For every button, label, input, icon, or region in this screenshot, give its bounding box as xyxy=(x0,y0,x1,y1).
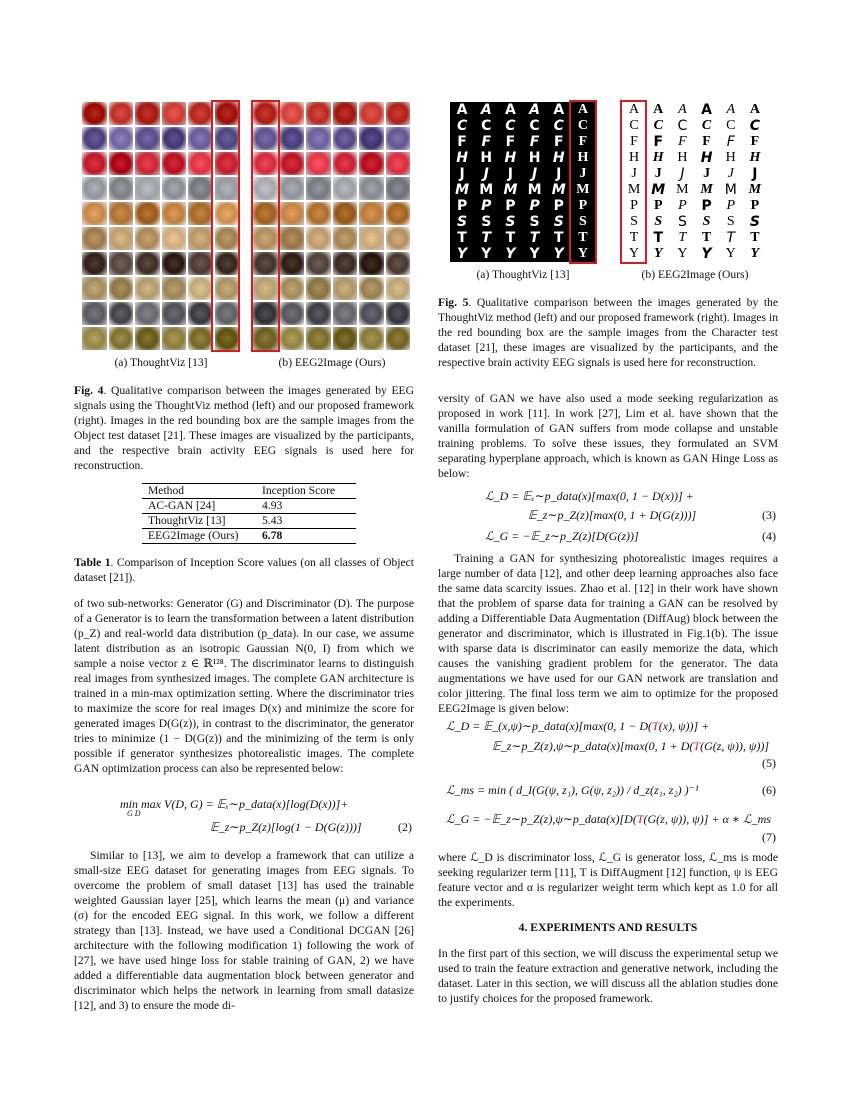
generated-character-glyph: Y xyxy=(577,246,588,261)
generated-character-glyph: A xyxy=(749,102,760,117)
equation-2-subscripts: G D xyxy=(127,809,141,818)
generated-image-thumbnail xyxy=(162,227,187,250)
generated-character-glyph: Y xyxy=(750,246,760,261)
eq5-line2-start: 𝔼_z∼p_Z(z),ψ∼p_data(x)[max(0, 1 + D( xyxy=(492,739,694,753)
equation-3-line-2: 𝔼_z∼p_Z(z)[max(0, 1 + D(G(z)))] xyxy=(528,508,697,522)
generated-character-glyph: C xyxy=(726,118,736,133)
equation-3-line-1: ℒ_D = 𝔼ₓ∼p_data(x)[max(0, 1 − D(x))] + xyxy=(485,489,694,503)
generated-image-thumbnail xyxy=(109,152,134,175)
generated-character-glyph: P xyxy=(750,198,760,213)
equation-5-number: (5) xyxy=(762,756,776,770)
generated-character-glyph: M xyxy=(551,182,566,198)
generated-image-thumbnail xyxy=(386,302,411,325)
generated-character-glyph: P xyxy=(553,198,564,214)
fig4-caption xyxy=(74,383,414,473)
right-paragraph-1-text: versity of GAN we have also used a mode seeking regularization as proposed in work [11]. In work [27], Lim et al. have shown that the vanilla formulation of GAN suffers from mode collapse and unstable training problems. To solve these issues, they formulated an SVM separating hyperplane approach, which is known as GAN Hinge Loss as below: xyxy=(438,392,778,480)
generated-character-glyph: H xyxy=(749,150,761,165)
equation-5-line-1 xyxy=(446,719,709,734)
generated-character-glyph: J xyxy=(556,166,562,182)
equation-2-line-2: 𝔼_z∼p_Z(z)[log(1 − D(G(z)))] xyxy=(210,820,362,834)
generated-character-glyph: F xyxy=(726,134,735,150)
generated-character-glyph: T xyxy=(653,230,664,246)
table-row xyxy=(142,529,356,544)
right-body-paragraph-4 xyxy=(438,946,778,1006)
generated-image-thumbnail xyxy=(162,127,187,150)
generated-character-glyph: C xyxy=(677,118,688,134)
generated-character-glyph: S xyxy=(702,214,711,229)
generated-image-thumbnail xyxy=(306,302,331,325)
generated-character-glyph: A xyxy=(726,102,736,117)
fig4-caption-text: . Qualitative comparison between the images generated by EEG signals using the ThoughtViz method (left) and our proposed framework (right). Images in the red bounding box are the sample images from the Object test dataset [21]. These images are visualized by the participants, and the respective brain activity EEG signals is used here for reconstruction. xyxy=(74,384,414,472)
generated-image-thumbnail xyxy=(386,202,411,225)
table-cell-method: ThoughtViz [13] xyxy=(142,514,256,529)
generated-character-glyph: S xyxy=(654,214,663,229)
generated-image-thumbnail xyxy=(135,177,160,200)
generated-image-thumbnail xyxy=(162,277,187,300)
generated-image-thumbnail xyxy=(359,127,384,150)
generated-image-thumbnail xyxy=(386,227,411,250)
generated-character-glyph: Y xyxy=(677,246,688,261)
generated-character-glyph: T xyxy=(726,230,736,246)
left-paragraph-1-text: of two sub-networks: Generator (G) and Discriminator (D). The purpose of a Generator is to learn the transformation between a latent distribution (p_Z) and real-world data distribution (p_data). In our case, we assume latent distribution as an isotropic Gaussian N(0, I) from which we sample a noise vector z ∈ ℝ¹²⁸. The discriminator learns to distinguish real images from synthesized images. The complete GAN architecture is trained in a min-max optimization setting. Where the discriminator tries to maximize the score for real images D(x) and minimize the score for generated images D(G(z)), in contrast to the discriminator, the generator tries to minimize (1 − D(G(z)) and the minimizing of the term is only possible if generator synthesizes photorealistic images. The complete GAN optimization process can also be represented below: xyxy=(74,597,414,775)
table1-caption-label: Table 1 xyxy=(74,556,111,569)
generated-character-glyph: H xyxy=(577,150,589,165)
eq7-end: (G(z, ψ)), ψ)] + α ∗ ℒ_ms xyxy=(643,812,771,826)
generated-character-glyph: C xyxy=(701,118,712,133)
generated-character-glyph: A xyxy=(678,102,687,117)
generated-character-glyph: C xyxy=(481,118,492,134)
generated-image-thumbnail xyxy=(386,152,411,175)
left-body-paragraph-1 xyxy=(74,596,414,776)
equation-6-number: (6) xyxy=(762,783,776,797)
generated-image-thumbnail xyxy=(82,152,107,175)
generated-image-thumbnail xyxy=(386,177,411,200)
generated-image-thumbnail xyxy=(162,152,187,175)
table-row xyxy=(142,499,356,514)
generated-image-thumbnail xyxy=(306,127,331,150)
section-heading-experiments: 4. EXPERIMENTS AND RESULTS xyxy=(518,921,698,934)
generated-image-thumbnail xyxy=(333,227,358,250)
generated-character-glyph: T xyxy=(505,230,516,246)
generated-image-thumbnail xyxy=(386,327,411,350)
generated-image-thumbnail xyxy=(188,177,213,200)
generated-image-thumbnail xyxy=(135,227,160,250)
generated-image-thumbnail xyxy=(109,327,134,350)
generated-image-thumbnail xyxy=(135,277,160,300)
generated-character-glyph: T xyxy=(678,230,687,245)
generated-character-glyph: A xyxy=(629,102,640,117)
generated-character-glyph: H xyxy=(700,150,713,166)
table-header-method: Method xyxy=(142,484,256,499)
generated-character-glyph: Y xyxy=(701,246,712,262)
generated-character-glyph: J xyxy=(680,166,685,182)
generated-character-glyph: M xyxy=(651,182,666,198)
generated-character-glyph: Y xyxy=(481,246,492,262)
generated-image-thumbnail xyxy=(135,327,160,350)
generated-character-glyph: H xyxy=(480,150,493,166)
generated-image-thumbnail xyxy=(386,102,411,125)
generated-character-glyph: H xyxy=(652,150,664,165)
generated-image-thumbnail xyxy=(82,127,107,150)
generated-image-thumbnail xyxy=(135,102,160,125)
generated-character-glyph: P xyxy=(653,198,663,213)
generated-image-thumbnail xyxy=(162,252,187,275)
generated-character-glyph: Y xyxy=(725,246,736,261)
generated-image-thumbnail xyxy=(280,152,305,175)
generated-character-glyph: F xyxy=(630,134,638,149)
generated-image-thumbnail xyxy=(188,302,213,325)
generated-image-thumbnail xyxy=(188,227,213,250)
generated-character-glyph: H xyxy=(629,150,640,165)
table-cell-method: AC-GAN [24] xyxy=(142,499,256,514)
generated-character-glyph: T xyxy=(481,230,492,246)
generated-character-glyph: Y xyxy=(529,246,540,262)
generated-character-glyph: A xyxy=(701,102,712,118)
generated-character-glyph: P xyxy=(701,198,712,214)
generated-image-thumbnail xyxy=(188,152,213,175)
generated-character-glyph: J xyxy=(531,166,538,182)
generated-image-thumbnail xyxy=(109,177,134,200)
table-cell-method: EEG2Image (Ours) xyxy=(142,529,256,544)
equation-4-number: (4) xyxy=(762,529,776,543)
generated-image-thumbnail xyxy=(280,127,305,150)
generated-character-glyph: H xyxy=(528,150,541,166)
generated-image-thumbnail xyxy=(306,252,331,275)
generated-character-glyph: M xyxy=(479,182,494,198)
generated-character-glyph: Y xyxy=(457,246,468,262)
generated-image-thumbnail xyxy=(82,252,107,275)
generated-character-glyph: M xyxy=(576,182,590,197)
generated-image-thumbnail xyxy=(359,327,384,350)
generated-image-thumbnail xyxy=(135,152,160,175)
right-paragraph-4-text: In the first part of this section, we will discuss the experimental setup we used to train the feature extraction and generative network, including the dataset. Later in this section, we will discuss all the ablation studies done to justify choices for the proposed framework. xyxy=(438,947,778,1005)
equation-6: ℒ_ms = min ( d_I(G(ψ, z₁), G(ψ, z₂)) / d_z(z₁, z₂) )⁻¹ xyxy=(446,783,699,797)
generated-character-glyph: A xyxy=(456,102,468,118)
generated-image-thumbnail xyxy=(359,252,384,275)
fig4-thoughtviz-test-box xyxy=(211,100,240,352)
generated-character-glyph: Y xyxy=(629,246,640,261)
generated-character-glyph: P xyxy=(578,198,588,213)
right-body-paragraph-1 xyxy=(438,391,778,481)
generated-character-glyph: P xyxy=(630,198,638,213)
generated-image-thumbnail xyxy=(82,177,107,200)
inception-score-table xyxy=(142,483,356,544)
generated-image-thumbnail xyxy=(306,177,331,200)
equation-7 xyxy=(446,812,771,827)
left-paragraph-2-text: Similar to [13], we aim to develop a framework that can utilize a small-size EEG dataset for generating images from EEG signals. To overcome the problem of small dataset [13] has used the trainable weighted Gaussian layer [25], which learns the mean (μ) and variance (σ) for the encoded EEG signal. In this work, we follow a different strategy than [13]. Instead, we have used a Conditional DCGAN [26] architecture with the following modification 1) following the work of [27], we have used hinge loss for stable training of GAN, 2) we have added a differentiable data augmentation block between generator and discriminator which helps the network in learning from small datasize [12], and 3) to ensure the mode di- xyxy=(74,849,414,1012)
fig4-caption-label: Fig. 4 xyxy=(74,384,104,397)
fig5-caption xyxy=(438,295,778,370)
generated-character-glyph: J xyxy=(631,166,637,181)
equation-2-number: (2) xyxy=(398,820,412,834)
generated-image-thumbnail xyxy=(333,127,358,150)
fig4-subcaption-a: (a) ThoughtViz [13] xyxy=(114,356,208,369)
generated-image-thumbnail xyxy=(135,252,160,275)
generated-character-glyph: F xyxy=(653,134,664,150)
generated-image-thumbnail xyxy=(109,277,134,300)
table-cell-score: 4.93 xyxy=(256,499,356,514)
generated-character-glyph: C xyxy=(629,118,639,133)
generated-character-glyph: T xyxy=(701,230,712,245)
generated-character-glyph: T xyxy=(529,230,540,246)
generated-image-thumbnail xyxy=(162,177,187,200)
generated-image-thumbnail xyxy=(82,277,107,300)
generated-character-glyph: C xyxy=(553,118,564,134)
generated-character-glyph: S xyxy=(579,214,587,229)
generated-character-glyph: T xyxy=(578,230,588,245)
generated-character-glyph: C xyxy=(749,118,761,134)
table1-caption xyxy=(74,555,414,585)
generated-character-glyph: J xyxy=(727,166,734,181)
generated-character-glyph: J xyxy=(507,166,514,182)
generated-image-thumbnail xyxy=(306,102,331,125)
generated-character-glyph: S xyxy=(749,214,760,230)
generated-character-glyph: J xyxy=(752,166,758,182)
generated-image-thumbnail xyxy=(359,177,384,200)
eq5-diffaug-symbol-2: T xyxy=(693,739,701,753)
generated-image-thumbnail xyxy=(333,152,358,175)
generated-image-thumbnail xyxy=(280,302,305,325)
generated-image-thumbnail xyxy=(306,327,331,350)
generated-image-thumbnail xyxy=(333,177,358,200)
fig5-caption-label: Fig. 5 xyxy=(438,296,469,309)
generated-character-glyph: M xyxy=(527,182,542,198)
generated-character-glyph: A xyxy=(653,102,664,117)
generated-character-glyph: P xyxy=(481,198,492,214)
generated-image-thumbnail xyxy=(162,327,187,350)
generated-character-glyph: S xyxy=(553,214,564,230)
generated-character-glyph: F xyxy=(750,134,760,149)
fig5-subcaption-a: (a) ThoughtViz [13] xyxy=(476,268,570,281)
table-cell-score: 5.43 xyxy=(256,514,356,529)
equation-7-number: (7) xyxy=(762,830,776,844)
fig4-eeg2image-test-box xyxy=(251,100,280,352)
generated-character-glyph: P xyxy=(505,198,516,214)
generated-image-thumbnail xyxy=(109,127,134,150)
generated-character-glyph: M xyxy=(503,182,518,198)
generated-image-thumbnail xyxy=(109,102,134,125)
generated-character-glyph: M xyxy=(627,182,641,197)
generated-character-glyph: F xyxy=(529,134,540,150)
generated-image-thumbnail xyxy=(188,102,213,125)
generated-character-glyph: H xyxy=(552,150,565,166)
generated-character-glyph: H xyxy=(677,150,688,165)
generated-character-glyph: H xyxy=(504,150,517,166)
generated-image-thumbnail xyxy=(333,202,358,225)
generated-image-thumbnail xyxy=(162,102,187,125)
generated-image-thumbnail xyxy=(280,327,305,350)
generated-character-glyph: T xyxy=(457,230,467,246)
generated-image-thumbnail xyxy=(82,302,107,325)
generated-character-glyph: C xyxy=(577,118,588,133)
right-paragraph-2-text: Training a GAN for synthesizing photorealistic images requires a large number of data [12], and other deep learning approaches also face the same data scarcity issues. Zhao et al. [12] in their work have shown that the problem of sparse data for training a GAN can be resolved by adding a Differentiable Data Augmentation (DiffAug) block between the generator and discriminator, which is illustrated in Fig.1(b). The issue with sparse data is discriminator can easily memorize the data, which causes the vanishing gradient problem for the generator. The data augmentations we have used for our GAN network are translation and color jittering. The final loss term we aim to optimize for the proposed EEG2Image is given below: xyxy=(438,552,778,715)
eq7-start: ℒ_G = −𝔼_z∼p_Z(z),ψ∼p_data(x)[D( xyxy=(446,812,637,826)
generated-image-thumbnail xyxy=(280,202,305,225)
generated-image-thumbnail xyxy=(188,127,213,150)
equation-5-line-2 xyxy=(492,739,769,754)
right-body-paragraph-3 xyxy=(438,850,778,910)
generated-image-thumbnail xyxy=(359,227,384,250)
generated-character-glyph: C xyxy=(653,118,663,133)
generated-image-thumbnail xyxy=(135,302,160,325)
generated-image-thumbnail xyxy=(109,302,134,325)
generated-character-glyph: Y xyxy=(553,246,564,262)
generated-character-glyph: J xyxy=(654,166,662,181)
generated-character-glyph: H xyxy=(456,150,468,166)
equation-2-line-1: min max V(D, G) = 𝔼ₓ∼p_data(x)[log(D(x))]+ xyxy=(120,797,349,811)
generated-character-glyph: T xyxy=(629,230,639,245)
generated-image-thumbnail xyxy=(359,102,384,125)
generated-image-thumbnail xyxy=(280,252,305,275)
table1-caption-text: . Comparison of Inception Score values (on all classes of Object dataset [21]). xyxy=(74,556,414,584)
generated-character-glyph: A xyxy=(529,102,540,118)
generated-image-thumbnail xyxy=(386,252,411,275)
generated-character-glyph: S xyxy=(630,214,638,229)
generated-character-glyph: T xyxy=(553,230,564,246)
generated-image-thumbnail xyxy=(280,102,305,125)
generated-character-glyph: Y xyxy=(653,246,663,261)
fig5-eeg2image-test-box xyxy=(620,100,647,264)
generated-image-thumbnail xyxy=(82,327,107,350)
fig5-thoughtviz-test-box xyxy=(569,100,597,264)
eq5-line1-start: ℒ_D = 𝔼_(x,ψ)∼p_data(x)[max(0, 1 − D( xyxy=(446,719,653,733)
eq5-diffaug-symbol: T xyxy=(652,719,659,733)
generated-image-thumbnail xyxy=(82,102,107,125)
generated-image-thumbnail xyxy=(333,327,358,350)
eq5-line2-end: (G(z, ψ)), ψ))] xyxy=(700,739,769,753)
generated-character-glyph: M xyxy=(724,182,737,198)
table-cell-score: 6.78 xyxy=(256,529,356,544)
generated-image-thumbnail xyxy=(386,277,411,300)
generated-character-glyph: F xyxy=(553,134,564,150)
generated-image-thumbnail xyxy=(188,202,213,225)
generated-image-thumbnail xyxy=(188,277,213,300)
generated-character-glyph: J xyxy=(703,166,711,181)
fig5-caption-text: . Qualitative comparison between the images generated by the ThoughtViz method (left) and our proposed framework (right). Images in the red bounding box are the sample images from the Character test dataset [21], these images are visualized by the participants, and the respective brain activity EEG signals is used here for reconstruction. xyxy=(438,296,778,369)
equation-4: ℒ_G = −𝔼_z∼p_Z(z)[D(G(z))] xyxy=(485,529,639,543)
table-row xyxy=(142,514,356,529)
generated-character-glyph: M xyxy=(455,182,470,198)
generated-image-thumbnail xyxy=(333,277,358,300)
generated-image-thumbnail xyxy=(82,202,107,225)
generated-image-thumbnail xyxy=(359,152,384,175)
generated-character-glyph: A xyxy=(480,102,492,118)
table-header-row xyxy=(142,484,356,499)
generated-image-thumbnail xyxy=(280,277,305,300)
generated-image-thumbnail xyxy=(135,127,160,150)
generated-image-thumbnail xyxy=(333,302,358,325)
right-paragraph-3-text: where ℒ_D is discriminator loss, ℒ_G is generator loss, ℒ_ms is mode seeking regularizer term [11], T is DiffAugment [12] function, ψ is EEG feature vector and α is regularizer weight term which kept as 1.0 for all the experiments. xyxy=(438,851,778,909)
generated-image-thumbnail xyxy=(188,252,213,275)
table-header-score: Inception Score xyxy=(256,484,356,499)
generated-image-thumbnail xyxy=(306,152,331,175)
generated-character-glyph: A xyxy=(577,102,588,117)
generated-image-thumbnail xyxy=(333,102,358,125)
generated-character-glyph: F xyxy=(505,134,516,150)
generated-character-glyph: P xyxy=(726,198,736,213)
left-body-paragraph-2 xyxy=(74,848,414,1013)
generated-character-glyph: F xyxy=(702,134,711,149)
generated-character-glyph: M xyxy=(676,182,689,197)
generated-character-glyph: J xyxy=(459,166,465,182)
generated-character-glyph: C xyxy=(529,118,540,134)
fig4-subcaption-b: (b) EEG2Image (Ours) xyxy=(278,356,386,369)
generated-character-glyph: M xyxy=(700,182,713,197)
generated-character-glyph: M xyxy=(748,182,762,197)
generated-image-thumbnail xyxy=(162,202,187,225)
generated-image-thumbnail xyxy=(280,227,305,250)
generated-character-glyph: C xyxy=(456,118,468,134)
generated-character-glyph: C xyxy=(505,118,516,134)
fig5-subcaption-b: (b) EEG2Image (Ours) xyxy=(641,268,749,281)
generated-character-glyph: S xyxy=(529,214,540,230)
generated-character-glyph: S xyxy=(726,214,735,229)
generated-image-thumbnail xyxy=(109,202,134,225)
generated-character-glyph: A xyxy=(553,102,565,118)
generated-image-thumbnail xyxy=(359,277,384,300)
generated-character-glyph: P xyxy=(456,198,468,214)
generated-image-thumbnail xyxy=(82,227,107,250)
generated-image-thumbnail xyxy=(386,127,411,150)
generated-character-glyph: Y xyxy=(505,246,516,262)
generated-character-glyph: S xyxy=(481,214,492,230)
eq5-line1-end: (x), ψ))] + xyxy=(658,719,710,733)
generated-image-thumbnail xyxy=(359,302,384,325)
generated-image-thumbnail xyxy=(109,252,134,275)
equation-3-number: (3) xyxy=(762,508,776,522)
generated-character-glyph: T xyxy=(750,230,760,245)
generated-image-thumbnail xyxy=(306,227,331,250)
generated-character-glyph: J xyxy=(579,166,587,181)
generated-character-glyph: H xyxy=(725,150,736,165)
generated-image-thumbnail xyxy=(162,302,187,325)
generated-character-glyph: F xyxy=(678,134,687,149)
generated-image-thumbnail xyxy=(109,227,134,250)
generated-character-glyph: S xyxy=(505,214,516,230)
generated-image-thumbnail xyxy=(333,252,358,275)
generated-image-thumbnail xyxy=(188,327,213,350)
generated-image-thumbnail xyxy=(280,177,305,200)
generated-character-glyph: P xyxy=(529,198,540,214)
right-body-paragraph-2 xyxy=(438,551,778,716)
generated-character-glyph: F xyxy=(457,134,467,150)
generated-image-thumbnail xyxy=(306,277,331,300)
generated-character-glyph: S xyxy=(677,214,687,230)
generated-character-glyph: F xyxy=(481,134,492,150)
eq7-diffaug-symbol: T xyxy=(636,812,644,826)
generated-image-thumbnail xyxy=(359,202,384,225)
generated-character-glyph: A xyxy=(504,102,516,118)
generated-image-thumbnail xyxy=(306,202,331,225)
generated-image-thumbnail xyxy=(135,202,160,225)
generated-character-glyph: S xyxy=(457,214,468,230)
generated-character-glyph: F xyxy=(578,134,588,149)
generated-character-glyph: J xyxy=(483,166,489,182)
generated-character-glyph: P xyxy=(678,198,687,213)
